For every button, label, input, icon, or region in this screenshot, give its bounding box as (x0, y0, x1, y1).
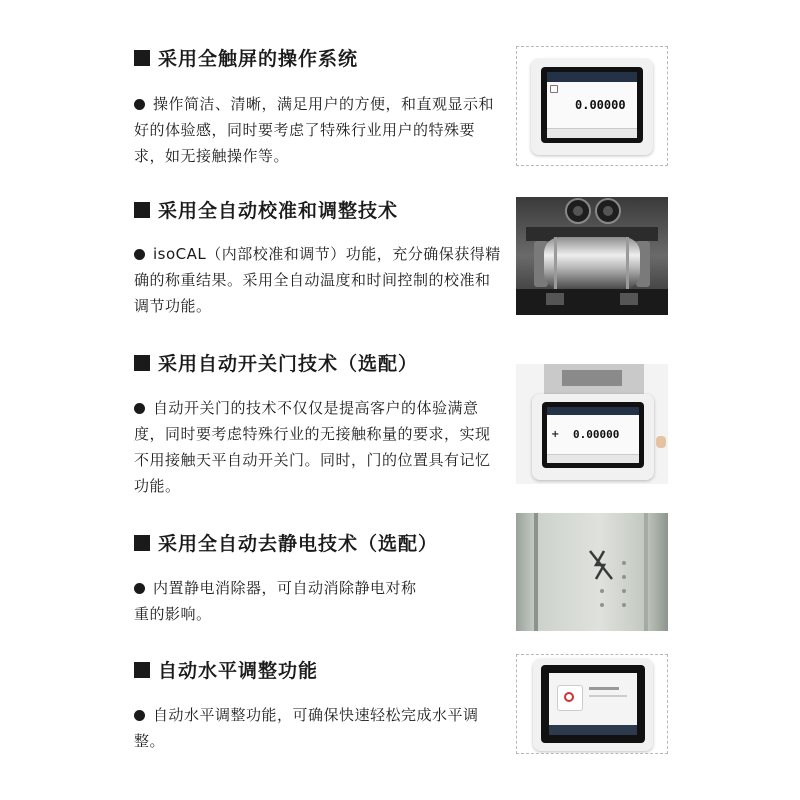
dot-bullet-icon (134, 403, 145, 414)
body-line: 操作简洁、清晰，满足用户的方便，和直观显示和 (153, 95, 495, 113)
finger-icon (656, 436, 666, 448)
section-title: 采用全自动去静电技术（选配） (158, 533, 439, 555)
balance-screen (547, 407, 639, 463)
section-heading (134, 349, 418, 376)
square-bullet-icon (134, 355, 150, 371)
section-title: 自动水平调整功能 (158, 660, 319, 682)
square-bullet-icon (134, 662, 150, 678)
section-body (134, 241, 502, 319)
section-body (134, 91, 502, 169)
body-line: 好的体验感，同时要考虑了特殊行业用户的特殊要 (134, 121, 476, 139)
body-line: 不用接触天平自动开关门。同时，门的位置具有记忆 (134, 451, 491, 469)
body-line: 确的称重结果。采用全自动温度和时间控制的校准和 (134, 271, 491, 289)
square-bullet-icon (134, 535, 150, 551)
weight-readout: 0.00000 (575, 98, 626, 112)
dot-bullet-icon (134, 99, 145, 110)
body-line: 重的影响。 (134, 605, 212, 623)
body-line: 自动开关门的技术不仅仅是提高客户的体验满意 (153, 399, 479, 417)
dot-bullet-icon (134, 249, 145, 260)
section-body (134, 702, 502, 754)
section-body (134, 395, 502, 499)
auto-leveling-photo (516, 654, 668, 754)
body-line: 自动水平调整功能，可确保快速轻松完成水平调 (153, 706, 479, 724)
square-bullet-icon (134, 50, 150, 66)
antistatic-photo (516, 513, 668, 631)
body-line: 功能。 (134, 477, 181, 495)
body-line: 内置静电消除器，可自动消除静电对称 (153, 579, 417, 597)
square-bullet-icon (134, 202, 150, 218)
section-heading (134, 196, 398, 223)
section-title: 采用自动开关门技术（选配） (158, 353, 419, 375)
body-line: 整。 (134, 732, 166, 750)
plus-icon: + (551, 429, 560, 440)
terminal-screen (547, 72, 637, 138)
body-line: 求，如无接触操作等。 (134, 147, 290, 165)
calibration-weight-photo (516, 197, 668, 315)
touchscreen-photo (516, 46, 668, 166)
auto-door-photo (516, 364, 668, 484)
section-title: 采用全自动校准和调整技术 (158, 200, 399, 222)
leveling-screen (549, 673, 637, 735)
level-bubble-icon (557, 685, 583, 711)
body-line: 调节功能。 (134, 297, 212, 315)
weight-readout: 0.00000 (573, 428, 620, 441)
tare-icon (550, 85, 558, 93)
dot-bullet-icon (134, 583, 145, 594)
section-heading (134, 44, 358, 71)
section-title: 采用全触屏的操作系统 (158, 48, 359, 70)
calibration-weight-image (516, 197, 668, 315)
antistatic-image (516, 513, 668, 631)
section-heading (134, 529, 438, 556)
section-body (134, 575, 502, 627)
body-line: 度，同时要考虑特殊行业的无接触称量的要求，实现 (134, 425, 491, 443)
dot-bullet-icon (134, 710, 145, 721)
section-heading (134, 656, 318, 683)
body-line: isoCAL（内部校准和调节）功能，充分确保获得精 (153, 245, 501, 263)
